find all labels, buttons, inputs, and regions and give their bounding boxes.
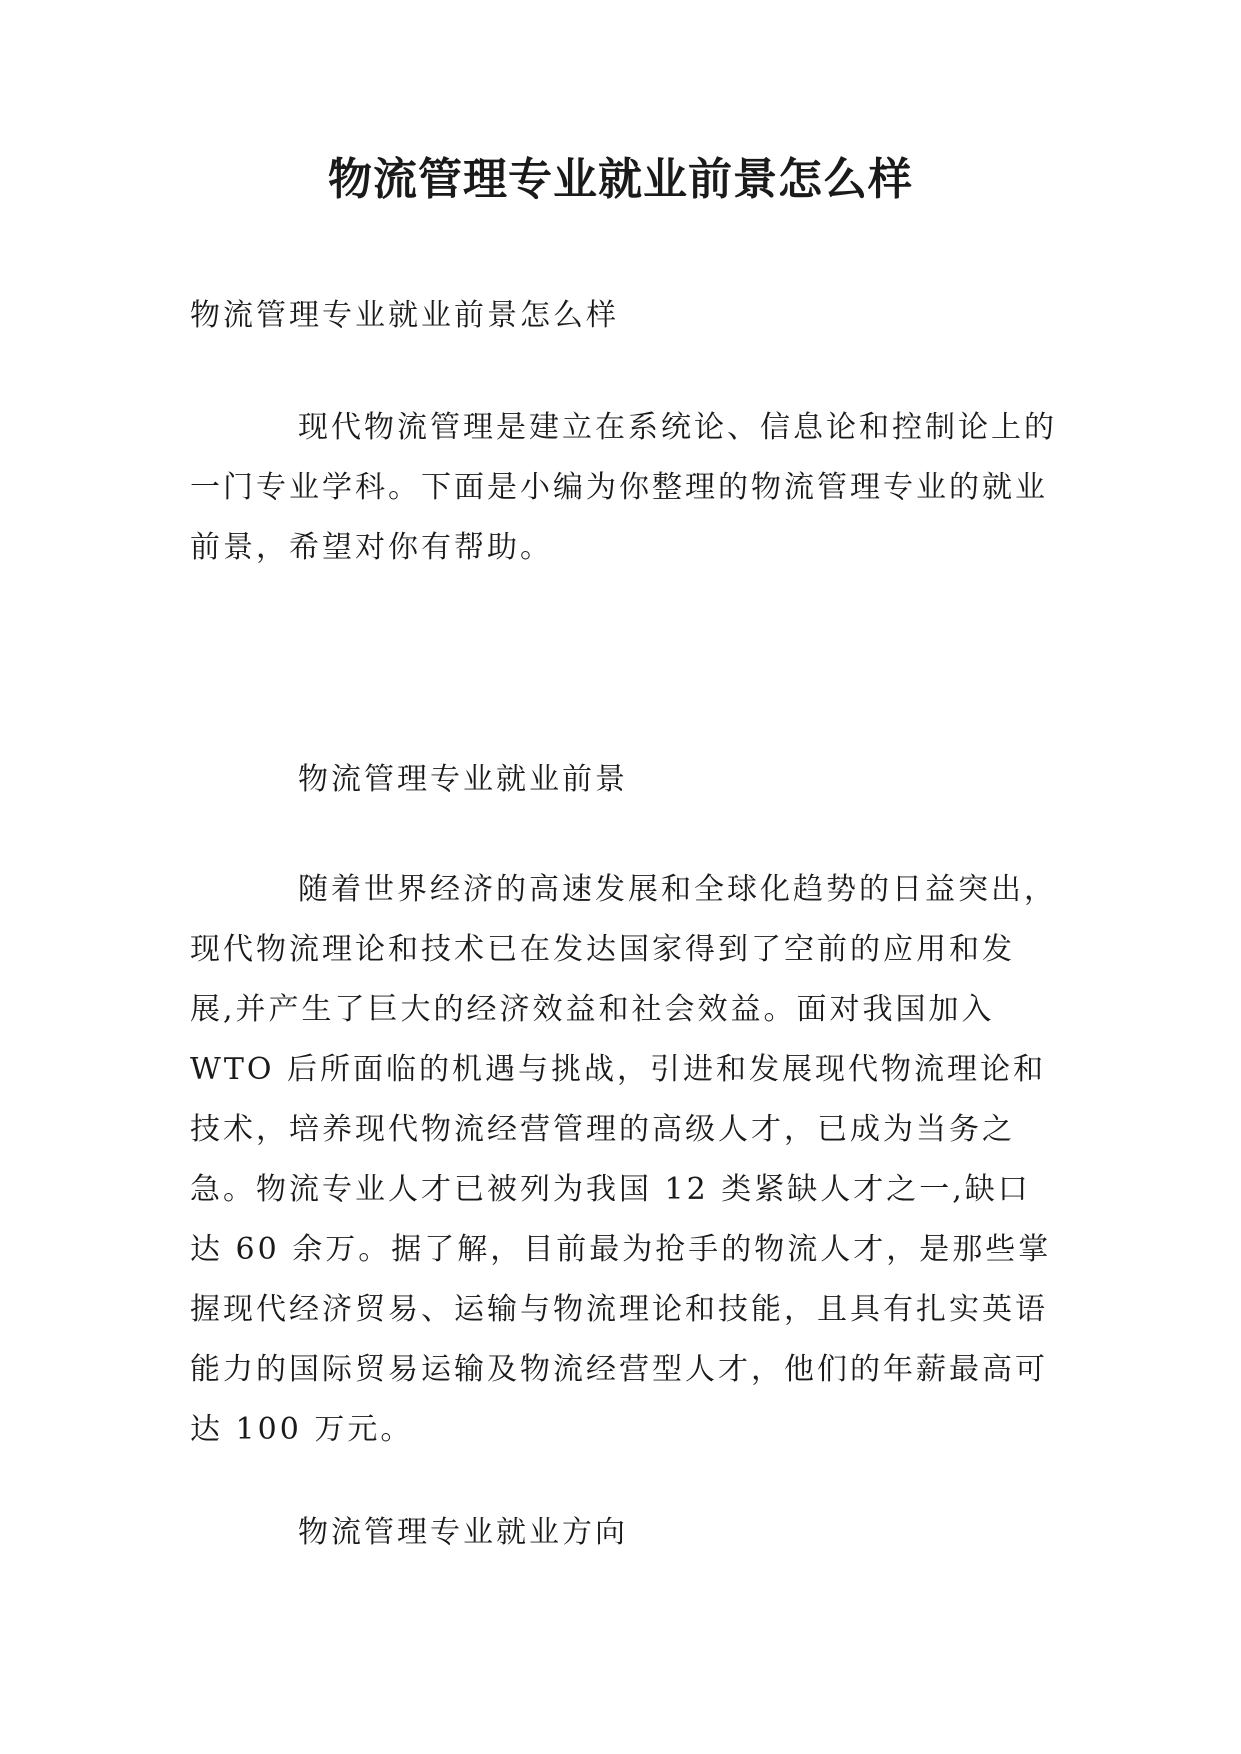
section-heading-directions: 物流管理专业就业方向 [298, 1515, 628, 1550]
intro-paragraph: 现代物流管理是建立在系统论、信息论和控制论上的一门专业学科。下面是小编为你整理的物流管理专业的就业前景，希望对你有帮助。 [190, 410, 1057, 565]
section-paragraph-prospects: 随着世界经济的高速发展和全球化趋势的日益突出，现代物流理论和技术已在发达国家得到了空前的应用和发展,并产生了巨大的经济效益和社会效益。面对我国加入 WTO 后所面临的机遇与挑战，引进和发展现代物流理论和技术，培养现代物流经营管理的高级人才，已成为当务之急。物流专业人才已被列为我国 12 类紧缺人才之一,缺口达 60 余万。据了解，目前最为抢手的物流人才，是那些掌握现代经济贸易、运输与物流理论和技能，且具有扎实英语能力的国际贸易运输及物流经营型人才，他们的年薪最高可达 100 万元。 [190, 872, 1057, 1447]
section-heading-prospects: 物流管理专业就业前景 [298, 762, 628, 797]
document-title: 物流管理专业就业前景怎么样 [328, 154, 913, 205]
document-subtitle: 物流管理专业就业前景怎么样 [190, 298, 619, 333]
